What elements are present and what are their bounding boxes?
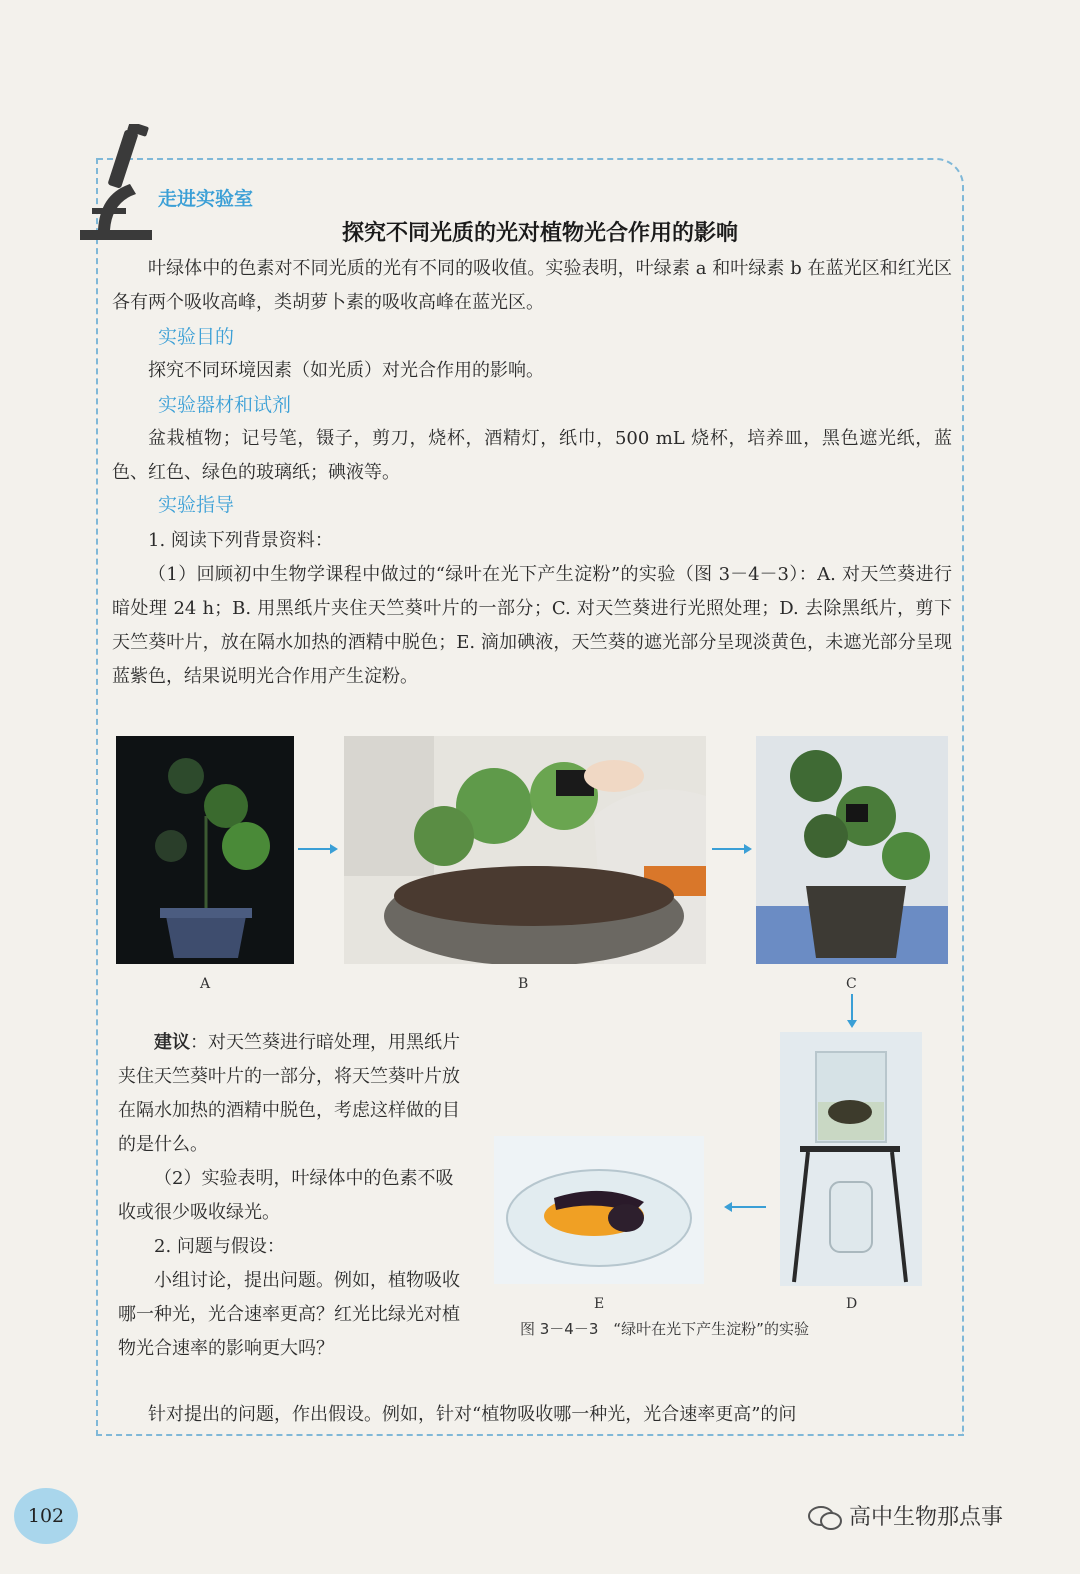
guide-step1: 1. 阅读下列背景资料： (148, 530, 333, 551)
page-title: 探究不同光质的光对植物光合作用的影响 (341, 221, 738, 246)
arrow-d-to-e-icon (722, 1200, 766, 1214)
watermark (808, 1500, 1003, 1531)
purpose-text: 探究不同环境因素（如光质）对光合作用的影响。 (148, 360, 544, 381)
arrow-c-to-d-icon (845, 994, 859, 1028)
purpose-heading: 实验目的 (158, 326, 235, 348)
suggestion-lead: 建议 (154, 1032, 190, 1053)
guide-step1-1: （1）回顾初中生物学课程中做过的“绿叶在光下产生淀粉”的实验（图 3－4－3）：A. 对天竺葵进行暗处理 24 h；B. 用黑纸片夹住天竺葵叶片的一部分；C. 对天竺葵进行光照处理；D. 去除黑纸片，剪下天竺葵叶片，放在隔水加热的酒精中脱色；E. 滴加碘液，天竺葵的遮光部分呈现淡黄色，未遮光部分呈现蓝紫色，结果说明光合作用产生淀粉。 (112, 564, 952, 687)
guide-step2-text: 小组讨论，提出问题。例如，植物吸收哪一种光，光合速率更高？红光比绿光对植物光合速率的影响更大吗？ (118, 1270, 460, 1359)
hypothesis-line: 针对提出的问题，作出假设。例如，针对“植物吸收哪一种光，光合速率更高”的问 (148, 1404, 797, 1425)
photo-a-dark-plant (116, 736, 294, 964)
photo-d-alcohol-decolorization (780, 1032, 922, 1286)
arrow-b-to-c-icon (712, 842, 752, 856)
suggestion-note (118, 1026, 464, 1162)
photo-b-covering-leaf (344, 736, 706, 964)
figure-label-a: A (200, 976, 211, 992)
intro-paragraph: 叶绿体中的色素对不同光质的光有不同的吸收值。实验表明，叶绿素 a 和叶绿素 b 在蓝光区和红光区各有两个吸收高峰，类胡萝卜素的吸收高峰在蓝光区。 (112, 258, 952, 313)
arrow-a-to-b-icon (298, 842, 338, 856)
guide-step2: 2. 问题与假设： (154, 1236, 285, 1257)
suggestion-text: ：对天竺葵进行暗处理，用黑纸片夹住天竺葵叶片的一部分，将天竺葵叶片放在隔水加热的酒精中脱色，考虑这样做的目的是什么。 (118, 1032, 460, 1155)
materials-heading: 实验器材和试剂 (158, 394, 292, 416)
figure-caption: 图 3－4－3 “绿叶在光下产生淀粉”的实验 (520, 1320, 809, 1338)
guide-heading: 实验指导 (158, 494, 235, 516)
photo-c-light-treatment (756, 736, 948, 964)
wechat-icon (808, 1505, 842, 1531)
figure-label-b: B (518, 976, 529, 992)
photo-e-iodine-test (494, 1136, 704, 1284)
watermark-text: 高中生物那点事 (849, 1505, 1004, 1530)
page-number: 102 (14, 1488, 78, 1544)
guide-step1-2: （2）实验表明，叶绿体中的色素不吸收或很少吸收绿光。 (118, 1168, 454, 1223)
materials-text: 盆栽植物；记号笔，镊子，剪刀，烧杯，酒精灯，纸巾，500 mL 烧杯，培养皿，黑色遮光纸，蓝色、红色、绿色的玻璃纸；碘液等。 (112, 428, 952, 483)
section-label: 走进实验室 (158, 188, 254, 210)
figure-label-d: D (846, 1296, 858, 1312)
figure-label-e: E (594, 1296, 605, 1312)
figure-label-c: C (846, 976, 857, 992)
